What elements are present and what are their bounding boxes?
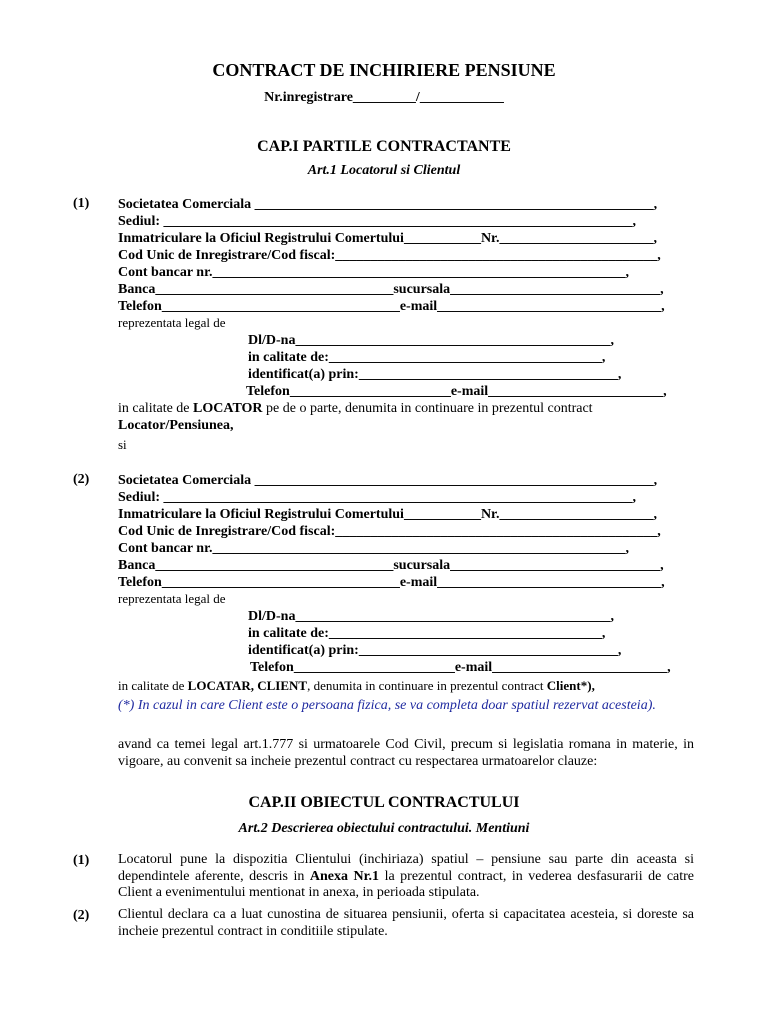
- party-2-role-text-c: , denumita in continuare in prezentul contract: [307, 678, 547, 693]
- party-1-bank-account-field: Cont bancar nr.___________________________________________________________,: [118, 265, 630, 280]
- clause-1-text-c: la prezentul contract, in vederea desfasurarii de catre Client a evenimentului mentionat in anexa, in perioada stipulata.: [118, 868, 695, 900]
- party-2-rep-id-field: identificat(a) prin:_____________________________________,: [248, 643, 622, 658]
- party-2-role-text-a: in calitate de: [118, 678, 188, 693]
- party-1-role-designation: Locator/Pensiunea,: [118, 417, 234, 433]
- natural-person-note: (*) In cazul in care Client este o persoana fizica, se va completa doar spatiul rezervat acesteia).: [118, 698, 656, 713]
- party-2-bank-field: Banca__________________________________sucursala______________________________,: [118, 558, 664, 573]
- party-1-registry-field: Inmatriculare la Oficiul Registrului Comertului___________Nr.______________________,: [118, 231, 657, 246]
- document-title: CONTRACT DE INCHIRIERE PENSIUNE: [212, 60, 556, 80]
- party-1-rep-phone-field: Telefon_______________________e-mail_________________________,: [246, 384, 667, 399]
- party-2-phone-field: Telefon__________________________________e-mail________________________________,: [118, 575, 665, 590]
- party-1-role: [118, 401, 694, 434]
- chapter-1-heading: CAP.I PARTILE CONTRACTANTE: [257, 138, 511, 155]
- party-2-role-client: LOCATAR, CLIENT: [187, 678, 308, 693]
- party-1-role-text-a: in calitate de: [118, 401, 194, 416]
- party-2-rep-label: reprezentata legal de: [118, 591, 226, 606]
- legal-basis-paragraph: avand ca temei legal art.1.777 si urmatoarele Cod Civil, precum si legislatia romana in materie, in vigoare, au convenit sa incheie prezentul contract cu respectarea urmatoarelor clauze:: [118, 737, 694, 769]
- party-1-tax-code-field: Cod Unic de Inregistrare/Cod fiscal:______________________________________________,: [118, 248, 661, 263]
- party-2-rep-capacity-field: in calitate de:_______________________________________,: [248, 626, 606, 641]
- clause-1-text: [118, 852, 694, 902]
- party-2-rep-phone-field: Telefon_______________________e-mail_________________________,: [250, 660, 671, 675]
- party-2-registry-field: Inmatriculare la Oficiul Registrului Comertului___________Nr.______________________,: [118, 507, 657, 522]
- chapter-2-heading: CAP.II OBIECTUL CONTRACTULUI: [248, 794, 520, 811]
- party-1-number: (1): [73, 196, 90, 211]
- party-1-rep-name-field: Dl/D-na_____________________________________________,: [248, 333, 614, 348]
- clause-1-number: (1): [73, 853, 90, 868]
- party-1-hq-field: Sediul: ___________________________________________________________________,: [118, 214, 637, 229]
- party-1-rep-id-field: identificat(a) prin:_____________________________________,: [248, 367, 622, 382]
- party-1-rep-label: reprezentata legal de: [118, 315, 226, 330]
- party-2-tax-code-field: Cod Unic de Inregistrare/Cod fiscal:______________________________________________,: [118, 524, 661, 539]
- party-1-company-field: Societatea Comerciala _________________________________________________________,: [118, 197, 658, 212]
- clause-1-annex-ref: Anexa Nr.1: [309, 868, 380, 884]
- party-2-bank-account-field: Cont bancar nr.___________________________________________________________,: [118, 541, 630, 556]
- clause-1-text-a: Locatorul pune la dispozitia Clientului (inchiriaza) spatiul – pensiune sau parte din aceasta si dependintele aferente, descris in: [118, 852, 694, 884]
- party-2-company-field: Societatea Comerciala _________________________________________________________,: [118, 473, 658, 488]
- article-2-heading: Art.2 Descrierea obiectului contractului. Mentiuni: [238, 821, 530, 836]
- party-2-number: (2): [73, 472, 90, 487]
- party-2-role: [118, 678, 595, 694]
- party-1-role-locator: LOCATOR: [193, 401, 263, 416]
- party-1-phone-field: Telefon__________________________________e-mail________________________________,: [118, 299, 665, 314]
- article-1-heading: Art.1 Locatorul si Clientul: [307, 163, 461, 178]
- registration-number: Nr.inregistrare_________/____________: [264, 90, 504, 105]
- and-connector: si: [118, 437, 127, 452]
- party-2-rep-name-field: Dl/D-na_____________________________________________,: [248, 609, 614, 624]
- party-2-hq-field: Sediul: ___________________________________________________________________,: [118, 490, 637, 505]
- clause-2-number: (2): [73, 908, 90, 923]
- party-1-bank-field: Banca__________________________________sucursala______________________________,: [118, 282, 664, 297]
- clause-2-text: Clientul declara ca a luat cunostina de situarea pensiunii, oferta si capacitatea acesteia, si doreste sa incheie prezentul contract in conditiile stipulate.: [118, 907, 694, 939]
- party-1-rep-capacity-field: in calitate de:_______________________________________,: [248, 350, 606, 365]
- party-2-role-designation: Client*),: [546, 678, 595, 693]
- party-1-role-text-c: pe de o parte, denumita in continuare in prezentul contract: [262, 401, 593, 416]
